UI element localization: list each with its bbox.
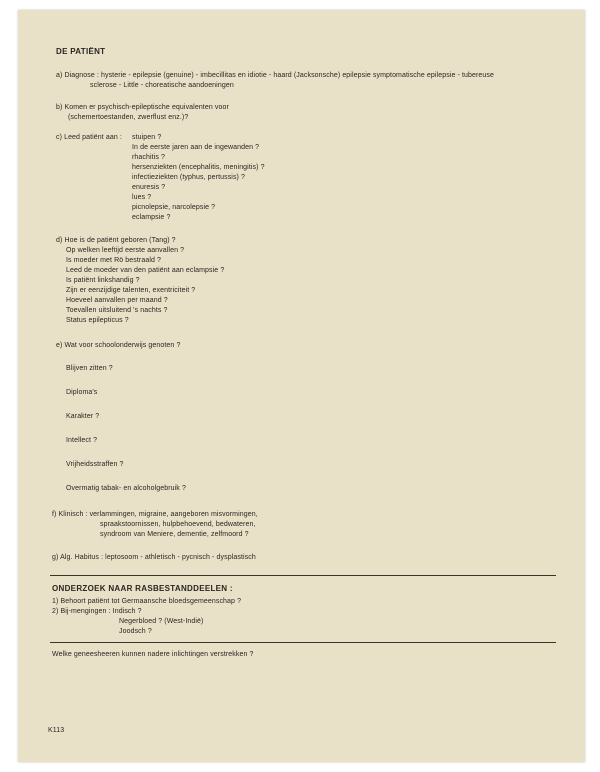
section-f-line3: syndroom van Meniere, dementie, zelfmoord ? — [100, 531, 249, 538]
section-g-line1: g) Alg. Habitus : leptosoom - athletisch - pycnisch - dysplastisch — [52, 554, 256, 561]
section-d-item: Hoeveel aanvallen per maand ? — [66, 297, 168, 304]
section-c-item: stuipen ? — [132, 134, 162, 141]
section-b-line2: (schemertoestanden, zwerflust enz.)? — [68, 114, 189, 121]
section-d-intro: d) Hoe is de patiënt geboren (Tang) ? — [56, 237, 176, 244]
footer-question: Welke geneesheeren kunnen nadere inlichtingen verstrekken ? — [52, 651, 254, 658]
section-c-item: hersenziekten (encephalitis, meningitis) ? — [132, 164, 265, 171]
section-c-intro: c) Leed patiënt aan : — [56, 134, 122, 141]
onderzoek-q2b: Joodsch ? — [119, 628, 152, 635]
section-c-item: infectieziekten (typhus, pertussis) ? — [132, 174, 246, 181]
section-b-line1: b) Komen er psychisch-epileptische equivalenten voor — [56, 104, 229, 111]
onderzoek-q2a: Negerbloed ? (West-Indië) — [119, 618, 204, 625]
section-e-item: Intellect ? — [66, 437, 98, 444]
section-e-item: Karakter ? — [66, 413, 100, 420]
section-e-item: Diploma's — [66, 389, 98, 396]
section-d-item: Op welken leeftijd eerste aanvallen ? — [66, 247, 185, 254]
section-d-item: Toevallen uitsluitend 's nachts ? — [66, 307, 168, 314]
section-d-item: Status epilepticus ? — [66, 317, 129, 324]
onderzoek-q2: 2) Bij-mengingen : Indisch ? — [52, 608, 142, 615]
section-a-line1: a) Diagnose : hysterie - epilepsie (genuine) - imbecillitas en idiotie - haard (Jacksonsche) epilepsie symptomatische epilepsie - tubereuse — [56, 72, 494, 79]
section-d-item: Zijn er eenzijdige talenten, exentriciteit ? — [66, 287, 196, 294]
section-e-item: Blijven zitten ? — [66, 365, 113, 372]
section-c-item: In de eerste jaren aan de ingewanden ? — [132, 144, 260, 151]
section-e-item: Overmatig tabak- en alcoholgebruik ? — [66, 485, 186, 492]
section-c-item: lues ? — [132, 194, 152, 201]
divider — [50, 642, 556, 643]
section-f-line2: spraakstoornissen, hulpbehoevend, bedwateren, — [100, 521, 256, 528]
section-d-item: Is moeder met Rö bestraald ? — [66, 257, 162, 264]
form-sheet — [18, 10, 585, 762]
section-e-intro: e) Wat voor schoolonderwijs genoten ? — [56, 342, 181, 349]
section-c-item: picnolepsie, narcolepsie ? — [132, 204, 216, 211]
section-c-item: enuresis ? — [132, 184, 166, 191]
section-d-item: Leed de moeder van den patiënt aan eclampsie ? — [66, 267, 225, 274]
page-title: DE PATIËNT — [56, 47, 106, 56]
section-d-item: Is patiënt linkshandig ? — [66, 277, 140, 284]
section-e-item: Vrijheidsstraffen ? — [66, 461, 124, 468]
onderzoek-q1: 1) Behoort patiënt tot Germaansche bloedsgemeenschap ? — [52, 598, 242, 605]
onderzoek-heading: ONDERZOEK NAAR RASBESTANDDEELEN : — [52, 584, 233, 593]
divider — [50, 575, 556, 576]
section-a-line2: sclerose - Little - choreatische aandoeningen — [90, 82, 234, 89]
form-code: K113 — [48, 727, 65, 734]
section-f-line1: f) Klinisch : verlammingen, migraine, aangeboren misvormingen, — [52, 511, 258, 518]
section-c-item: eclampsie ? — [132, 214, 171, 221]
section-c-item: rhachitis ? — [132, 154, 166, 161]
